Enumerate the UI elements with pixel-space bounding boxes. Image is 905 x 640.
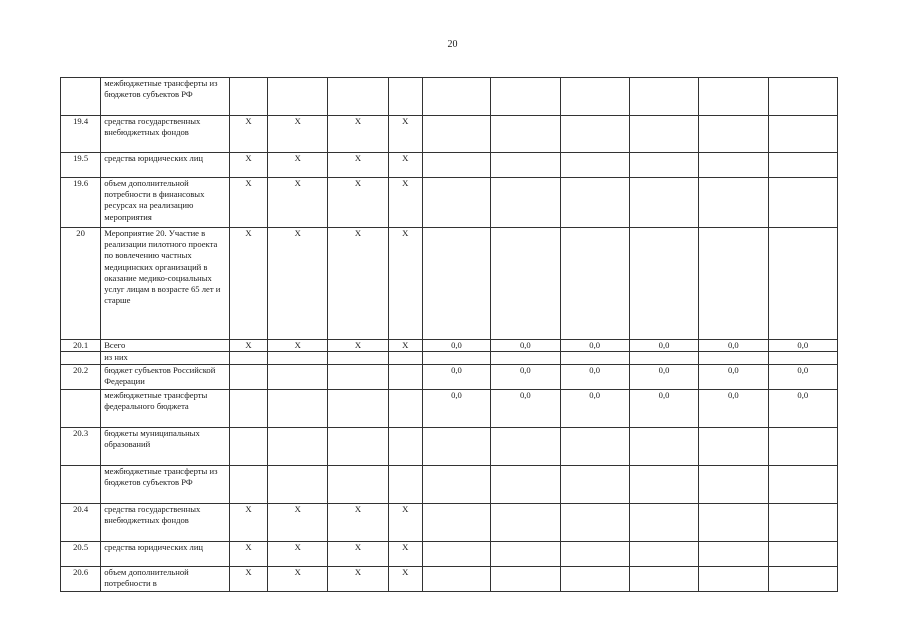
value-cell [699, 78, 768, 116]
value-cell [699, 116, 768, 153]
value-cell [491, 567, 560, 592]
value-cell: 0,0 [629, 365, 698, 390]
x-mark-cell: X [388, 567, 422, 592]
table-body [61, 78, 838, 592]
value-cell [629, 153, 698, 178]
value-cell: 0,0 [560, 390, 629, 428]
row-number-cell [61, 466, 101, 504]
row-number-cell: 19.4 [61, 116, 101, 153]
value-cell [768, 78, 837, 116]
x-mark-cell: X [229, 178, 267, 228]
value-cell [491, 352, 560, 365]
row-number-cell: 19.5 [61, 153, 101, 178]
row-name-cell: средства юридических лиц [101, 542, 230, 567]
x-mark-cell [229, 352, 267, 365]
row-name-cell: бюджет субъектов Российской Федерации [101, 365, 230, 390]
value-cell [768, 116, 837, 153]
value-cell [699, 428, 768, 466]
table-row [61, 352, 838, 365]
value-cell [560, 428, 629, 466]
value-cell: 0,0 [768, 365, 837, 390]
x-mark-cell [268, 365, 328, 390]
x-mark-cell: X [268, 340, 328, 352]
value-cell [629, 542, 698, 567]
value-cell: 0,0 [699, 365, 768, 390]
value-cell [422, 116, 490, 153]
x-mark-cell: X [268, 153, 328, 178]
x-mark-cell [268, 466, 328, 504]
value-cell [491, 153, 560, 178]
row-number-cell: 20.1 [61, 340, 101, 352]
value-cell [422, 542, 490, 567]
x-mark-cell [388, 78, 422, 116]
x-mark-cell [229, 78, 267, 116]
value-cell [560, 542, 629, 567]
table-row [61, 116, 838, 153]
value-cell: 0,0 [491, 340, 560, 352]
x-mark-cell: X [388, 340, 422, 352]
row-number-cell: 20.4 [61, 504, 101, 542]
row-number-cell: 20.6 [61, 567, 101, 592]
table-row [61, 567, 838, 592]
row-name-cell: межбюджетные трансферты федерального бюджета [101, 390, 230, 428]
x-mark-cell [388, 390, 422, 428]
value-cell [560, 153, 629, 178]
x-mark-cell [328, 365, 388, 390]
x-mark-cell: X [229, 504, 267, 542]
table-row [61, 153, 838, 178]
x-mark-cell [268, 352, 328, 365]
table-row [61, 228, 838, 340]
x-mark-cell [328, 78, 388, 116]
value-cell [422, 178, 490, 228]
x-mark-cell [229, 466, 267, 504]
row-name-cell: средства государственных внебюджетных фондов [101, 116, 230, 153]
value-cell: 0,0 [491, 365, 560, 390]
x-mark-cell [388, 428, 422, 466]
x-mark-cell: X [328, 178, 388, 228]
x-mark-cell [268, 390, 328, 428]
x-mark-cell: X [328, 228, 388, 340]
value-cell: 0,0 [699, 340, 768, 352]
x-mark-cell: X [268, 567, 328, 592]
value-cell: 0,0 [422, 340, 490, 352]
x-mark-cell: X [328, 153, 388, 178]
value-cell [491, 504, 560, 542]
x-mark-cell: X [229, 153, 267, 178]
value-cell [768, 466, 837, 504]
value-cell [560, 228, 629, 340]
row-number-cell [61, 352, 101, 365]
row-number-cell [61, 390, 101, 428]
x-mark-cell [388, 466, 422, 504]
value-cell [491, 78, 560, 116]
page-number: 20 [447, 39, 458, 50]
value-cell [768, 504, 837, 542]
value-cell [699, 153, 768, 178]
value-cell [491, 542, 560, 567]
x-mark-cell [229, 365, 267, 390]
row-name-cell: межбюджетные трансферты из бюджетов субъектов РФ [101, 78, 230, 116]
x-mark-cell: X [268, 542, 328, 567]
value-cell: 0,0 [699, 390, 768, 428]
x-mark-cell: X [268, 178, 328, 228]
row-name-cell: объем дополнительной потребности в финансовых ресурсах на реализацию мероприятия [101, 178, 230, 228]
x-mark-cell: X [229, 116, 267, 153]
row-name-cell: средства юридических лиц [101, 153, 230, 178]
value-cell [422, 352, 490, 365]
x-mark-cell: X [328, 116, 388, 153]
value-cell [422, 78, 490, 116]
value-cell [560, 567, 629, 592]
value-cell [422, 153, 490, 178]
value-cell [768, 228, 837, 340]
value-cell [491, 178, 560, 228]
value-cell [560, 352, 629, 365]
value-cell [491, 428, 560, 466]
x-mark-cell [328, 428, 388, 466]
x-mark-cell [388, 352, 422, 365]
x-mark-cell: X [328, 340, 388, 352]
table-row [61, 390, 838, 428]
value-cell [629, 78, 698, 116]
row-name-cell: объем дополнительной потребности в [101, 567, 230, 592]
value-cell [699, 567, 768, 592]
value-cell [699, 466, 768, 504]
value-cell [699, 178, 768, 228]
value-cell [491, 228, 560, 340]
value-cell: 0,0 [768, 340, 837, 352]
x-mark-cell: X [229, 340, 267, 352]
row-name-cell: Всего [101, 340, 230, 352]
table-row [61, 178, 838, 228]
x-mark-cell [268, 78, 328, 116]
row-number-cell: 20.5 [61, 542, 101, 567]
value-cell [422, 228, 490, 340]
x-mark-cell: X [229, 228, 267, 340]
value-cell [629, 116, 698, 153]
value-cell [629, 228, 698, 340]
x-mark-cell: X [328, 504, 388, 542]
value-cell [699, 228, 768, 340]
value-cell: 0,0 [422, 365, 490, 390]
value-cell [491, 466, 560, 504]
value-cell: 0,0 [560, 365, 629, 390]
x-mark-cell: X [268, 116, 328, 153]
value-cell: 0,0 [491, 390, 560, 428]
value-cell [560, 116, 629, 153]
value-cell [491, 116, 560, 153]
x-mark-cell [388, 365, 422, 390]
value-cell: 0,0 [422, 390, 490, 428]
value-cell [629, 466, 698, 504]
value-cell: 0,0 [768, 390, 837, 428]
x-mark-cell [328, 466, 388, 504]
x-mark-cell [328, 390, 388, 428]
value-cell [768, 178, 837, 228]
x-mark-cell: X [388, 178, 422, 228]
value-cell: 0,0 [560, 340, 629, 352]
value-cell [629, 567, 698, 592]
x-mark-cell: X [229, 542, 267, 567]
value-cell [560, 78, 629, 116]
value-cell: 0,0 [629, 340, 698, 352]
row-number-cell: 19.6 [61, 178, 101, 228]
row-name-cell: бюджеты муниципальных образований [101, 428, 230, 466]
value-cell [422, 466, 490, 504]
row-number-cell: 20 [61, 228, 101, 340]
x-mark-cell [328, 352, 388, 365]
value-cell [768, 153, 837, 178]
row-number-cell: 20.3 [61, 428, 101, 466]
x-mark-cell: X [388, 228, 422, 340]
x-mark-cell: X [229, 567, 267, 592]
x-mark-cell [229, 390, 267, 428]
funding-table [60, 77, 838, 592]
table-row [61, 428, 838, 466]
table-row [61, 542, 838, 567]
x-mark-cell: X [268, 504, 328, 542]
value-cell [629, 504, 698, 542]
table-row [61, 365, 838, 390]
row-name-cell: Мероприятие 20. Участие в реализации пилотного проекта по вовлечению частных медицинских организаций в оказание медико-социальных услуг лицам в возрасте 65 лет и старше [101, 228, 230, 340]
table-row [61, 340, 838, 352]
value-cell: 0,0 [629, 390, 698, 428]
value-cell [768, 567, 837, 592]
row-number-cell: 20.2 [61, 365, 101, 390]
value-cell [768, 428, 837, 466]
x-mark-cell: X [388, 542, 422, 567]
table-row [61, 78, 838, 116]
value-cell [560, 466, 629, 504]
x-mark-cell: X [328, 542, 388, 567]
value-cell [629, 352, 698, 365]
value-cell [560, 178, 629, 228]
value-cell [768, 542, 837, 567]
table-row [61, 504, 838, 542]
value-cell [699, 352, 768, 365]
row-name-cell: средства государственных внебюджетных фондов [101, 504, 230, 542]
row-name-cell: из них [101, 352, 230, 365]
value-cell [560, 504, 629, 542]
value-cell [699, 542, 768, 567]
x-mark-cell: X [268, 228, 328, 340]
value-cell [768, 352, 837, 365]
x-mark-cell: X [388, 116, 422, 153]
x-mark-cell: X [388, 504, 422, 542]
x-mark-cell: X [328, 567, 388, 592]
x-mark-cell: X [388, 153, 422, 178]
value-cell [422, 428, 490, 466]
value-cell [422, 504, 490, 542]
value-cell [629, 178, 698, 228]
row-name-cell: межбюджетные трансферты из бюджетов субъектов РФ [101, 466, 230, 504]
value-cell [629, 428, 698, 466]
x-mark-cell [268, 428, 328, 466]
value-cell [699, 504, 768, 542]
table-row [61, 466, 838, 504]
value-cell [422, 567, 490, 592]
x-mark-cell [229, 428, 267, 466]
row-number-cell [61, 78, 101, 116]
